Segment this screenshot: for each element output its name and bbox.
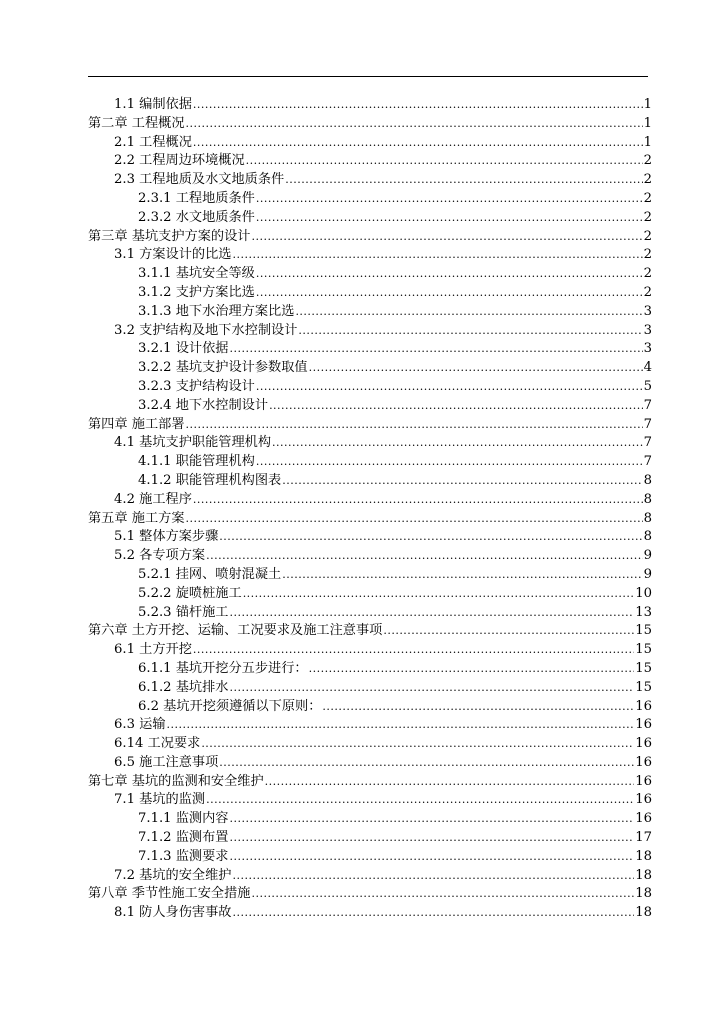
toc-entry-title: 2.1 工程概况 — [114, 134, 192, 150]
toc-entry-title: 第八章 季节性施工安全措施 — [88, 886, 251, 902]
toc-entry[interactable] — [88, 773, 652, 792]
toc-entry-page-number: 15 — [635, 679, 652, 695]
toc-entry-page-number: 2 — [643, 190, 652, 206]
toc-entry[interactable] — [88, 416, 652, 435]
toc-entry[interactable] — [88, 679, 652, 698]
toc-entry-page-number: 8 — [643, 472, 652, 488]
toc-entry[interactable] — [88, 660, 652, 679]
toc-dot-leader — [243, 585, 635, 604]
toc-dot-leader — [322, 698, 634, 717]
toc-entry-page-number: 7 — [643, 435, 652, 451]
toc-entry-title: 5.2.3 锚杆施工 — [138, 604, 229, 620]
toc-dot-leader — [295, 303, 642, 322]
toc-entry[interactable] — [88, 284, 652, 303]
toc-entry-title: 3.2.1 设计依据 — [138, 341, 229, 357]
toc-entry-title: 第四章 施工部署 — [88, 416, 185, 432]
toc-entry-title: 3.2.3 支护结构设计 — [138, 378, 255, 394]
toc-dot-leader — [256, 190, 643, 209]
toc-entry-title: 3.1.3 地下水治理方案比选 — [138, 303, 295, 319]
toc-entry[interactable] — [88, 397, 652, 416]
toc-dot-leader — [251, 885, 634, 904]
toc-entry-title: 6.1.1 基坑开挖分五步进行： — [138, 660, 308, 676]
toc-entry[interactable] — [88, 434, 652, 453]
toc-entry-title: 1.1 编制依据 — [114, 97, 192, 112]
toc-entry[interactable] — [88, 340, 652, 359]
toc-dot-leader — [230, 679, 635, 698]
toc-dot-leader — [256, 209, 643, 228]
toc-entry-page-number: 15 — [635, 642, 652, 658]
toc-dot-leader — [230, 604, 635, 623]
toc-entry[interactable] — [88, 754, 652, 773]
toc-dot-leader — [246, 152, 643, 171]
toc-dot-leader — [256, 265, 643, 284]
toc-dot-leader — [251, 228, 642, 247]
toc-entry-page-number: 18 — [635, 867, 652, 883]
toc-entry-page-number: 1 — [643, 134, 652, 150]
toc-dot-leader — [230, 810, 635, 829]
toc-entry-page-number: 15 — [635, 623, 652, 639]
toc-entry[interactable] — [88, 171, 652, 190]
toc-entry-page-number: 16 — [635, 773, 652, 789]
toc-entry-page-number: 16 — [635, 698, 652, 714]
toc-entry-title: 第七章 基坑的监测和安全维护 — [88, 773, 264, 789]
toc-entry[interactable] — [88, 472, 652, 491]
toc-dot-leader — [265, 773, 635, 792]
toc-entry[interactable] — [88, 134, 652, 153]
toc-dot-leader — [256, 378, 643, 397]
toc-dot-leader — [186, 510, 643, 529]
toc-entry-page-number: 18 — [635, 848, 652, 864]
toc-entry-page-number: 16 — [635, 754, 652, 770]
toc-entry-title: 7.1.3 监测要求 — [138, 848, 229, 864]
toc-entry-title: 6.5 施工注意事项 — [114, 754, 219, 770]
toc-entry[interactable] — [88, 190, 652, 209]
toc-dot-leader — [186, 416, 643, 435]
toc-dot-leader — [186, 115, 643, 134]
toc-dot-leader — [219, 528, 642, 547]
toc-entry-page-number: 2 — [643, 247, 652, 263]
toc-entry-page-number: 17 — [635, 830, 652, 846]
toc-entry-page-number: 7 — [643, 454, 652, 470]
toc-entry[interactable] — [88, 115, 652, 134]
toc-entry[interactable] — [88, 604, 652, 623]
toc-entry-page-number: 9 — [643, 548, 652, 564]
toc-dot-leader — [206, 791, 634, 810]
toc-entry-title: 5.1 整体方案步骤 — [114, 529, 219, 545]
toc-entry-title: 2.2 工程周边环境概况 — [114, 153, 245, 169]
toc-entry[interactable] — [88, 698, 652, 717]
toc-entry-title: 第三章 基坑支护方案的设计 — [88, 228, 251, 244]
toc-dot-leader — [230, 829, 635, 848]
toc-entry[interactable] — [88, 848, 652, 867]
toc-entry-page-number: 8 — [643, 510, 652, 526]
toc-entry-title: 7.1.2 监测布置 — [138, 830, 229, 846]
toc-dot-leader — [232, 867, 634, 886]
toc-entry-title: 第二章 工程概况 — [88, 115, 185, 131]
toc-dot-leader — [230, 340, 643, 359]
toc-entry-page-number: 7 — [643, 397, 652, 413]
toc-entry[interactable] — [88, 716, 652, 735]
toc-entry-page-number: 16 — [635, 811, 652, 827]
toc-entry[interactable] — [88, 246, 652, 265]
toc-dot-leader — [256, 284, 643, 303]
toc-entry-page-number: 2 — [643, 172, 652, 188]
toc-entry-page-number: 5 — [643, 378, 652, 394]
toc-entry-page-number: 18 — [635, 886, 652, 902]
toc-entry-page-number: 2 — [643, 266, 652, 282]
toc-entry-page-number: 2 — [643, 228, 652, 244]
toc-dot-leader — [269, 397, 643, 416]
toc-entry-title: 6.2 基坑开挖须遵循以下原则： — [138, 698, 322, 714]
toc-dot-leader — [193, 134, 643, 153]
toc-entry[interactable] — [88, 566, 652, 585]
toc-entry-title: 8.1 防人身伤害事故 — [114, 905, 232, 921]
toc-entry[interactable] — [88, 791, 652, 810]
toc-entry[interactable] — [88, 528, 652, 547]
toc-entry-title: 第五章 施工方案 — [88, 510, 185, 526]
toc-entry[interactable] — [88, 829, 652, 848]
toc-entry-title: 3.2.2 基坑支护设计参数取值 — [138, 360, 308, 376]
toc-entry-title: 7.1 基坑的监测 — [114, 792, 206, 808]
toc-entry-title: 3.1.2 支护方案比选 — [138, 284, 255, 300]
toc-entry-title: 4.1 基坑支护职能管理机构 — [114, 435, 272, 451]
toc-entry-page-number: 3 — [643, 322, 652, 338]
toc-entry-page-number: 3 — [643, 303, 652, 319]
toc-entry[interactable] — [88, 265, 652, 284]
toc-entry[interactable] — [88, 359, 652, 378]
toc-entry-page-number: 1 — [643, 97, 652, 112]
toc-entry[interactable] — [88, 209, 652, 228]
toc-entry-page-number: 9 — [643, 566, 652, 582]
toc-entry-page-number: 10 — [635, 585, 652, 601]
toc-entry-page-number: 16 — [635, 792, 652, 808]
toc-entry-page-number: 16 — [635, 717, 652, 733]
toc-entry[interactable] — [88, 491, 652, 510]
toc-dot-leader — [206, 547, 643, 566]
toc-entry-page-number: 7 — [643, 416, 652, 432]
toc-entry[interactable] — [88, 585, 652, 604]
toc-entry-title: 2.3.1 工程地质条件 — [138, 190, 255, 206]
toc-entry[interactable] — [88, 510, 652, 529]
toc-dot-leader — [167, 716, 635, 735]
toc-dot-leader — [272, 434, 643, 453]
toc-dot-leader — [193, 491, 643, 510]
toc-entry-title: 4.1.2 职能管理机构图表 — [138, 472, 282, 488]
toc-entry[interactable] — [88, 322, 652, 341]
toc-entry-title: 6.3 运输 — [114, 717, 166, 733]
toc-entry-title: 6.1 土方开挖 — [114, 642, 192, 658]
toc-dot-leader — [383, 622, 634, 641]
toc-dot-leader — [282, 472, 642, 491]
toc-entry[interactable] — [88, 152, 652, 171]
toc-entry-title: 第六章 土方开挖、运输、工况要求及施工注意事项 — [88, 623, 383, 639]
toc-entry-title: 5.2 各专项方案 — [114, 548, 206, 564]
toc-entry[interactable] — [88, 547, 652, 566]
toc-entry-page-number: 2 — [643, 209, 652, 225]
toc-entry-title: 7.2 基坑的安全维护 — [114, 867, 232, 883]
toc-entry-title: 5.2.1 挂网、喷射混凝土 — [138, 566, 282, 582]
toc-dot-leader — [193, 641, 634, 660]
toc-entry-page-number: 3 — [643, 341, 652, 357]
toc-entry[interactable] — [88, 641, 652, 660]
toc-entry-title: 5.2.2 旋喷桩施工 — [138, 585, 242, 601]
toc-dot-leader — [219, 754, 634, 773]
toc-entry-page-number: 18 — [635, 905, 652, 921]
toc-entry[interactable] — [88, 453, 652, 472]
header-rule — [88, 76, 648, 77]
toc-entry-page-number: 8 — [643, 529, 652, 545]
toc-entry[interactable] — [88, 228, 652, 247]
toc-entry-title: 4.1.1 职能管理机构 — [138, 454, 255, 470]
toc-entry[interactable] — [88, 622, 652, 641]
toc-entry[interactable] — [88, 378, 652, 397]
toc-entry[interactable] — [88, 867, 652, 886]
toc-dot-leader — [232, 246, 642, 265]
toc-entry[interactable] — [88, 303, 652, 322]
toc-dot-leader — [256, 453, 643, 472]
toc-entry-title: 7.1.1 监测内容 — [138, 811, 229, 827]
toc-dot-leader — [201, 735, 634, 754]
toc-dot-leader — [285, 171, 642, 190]
toc-entry-page-number: 2 — [643, 284, 652, 300]
toc-entry-page-number: 13 — [635, 604, 652, 620]
toc-entry-title: 2.3 工程地质及水文地质条件 — [114, 172, 285, 188]
toc-entry-title: 3.2 支护结构及地下水控制设计 — [114, 322, 298, 338]
toc-entry-page-number: 8 — [643, 491, 652, 507]
toc-entry-title: 4.2 施工程序 — [114, 491, 192, 507]
toc-dot-leader — [309, 359, 643, 378]
toc-entry-page-number: 15 — [635, 660, 652, 676]
toc-dot-leader — [193, 96, 643, 115]
toc-entry-page-number: 1 — [643, 115, 652, 131]
toc-entry-title: 2.3.2 水文地质条件 — [138, 209, 255, 225]
toc-entry-title: 3.1.1 基坑安全等级 — [138, 266, 255, 282]
toc-dot-leader — [230, 848, 635, 867]
toc-entry-page-number: 4 — [643, 360, 652, 376]
toc-entry-page-number: 2 — [643, 153, 652, 169]
toc-entry[interactable] — [88, 904, 652, 923]
toc-entry-page-number: 16 — [635, 736, 652, 752]
toc-dot-leader — [309, 660, 635, 679]
toc-dot-leader — [232, 904, 634, 923]
toc-entry[interactable] — [88, 885, 652, 904]
toc-entry-title: 6.14 工况要求 — [114, 736, 201, 752]
table-of-contents — [88, 96, 652, 923]
toc-entry-title: 6.1.2 基坑排水 — [138, 679, 229, 695]
toc-entry[interactable] — [88, 96, 652, 115]
toc-entry[interactable] — [88, 810, 652, 829]
toc-entry[interactable] — [88, 735, 652, 754]
toc-entry-title: 3.1 方案设计的比选 — [114, 247, 232, 263]
toc-entry-title: 3.2.4 地下水控制设计 — [138, 397, 269, 413]
toc-dot-leader — [298, 322, 642, 341]
toc-dot-leader — [282, 566, 642, 585]
